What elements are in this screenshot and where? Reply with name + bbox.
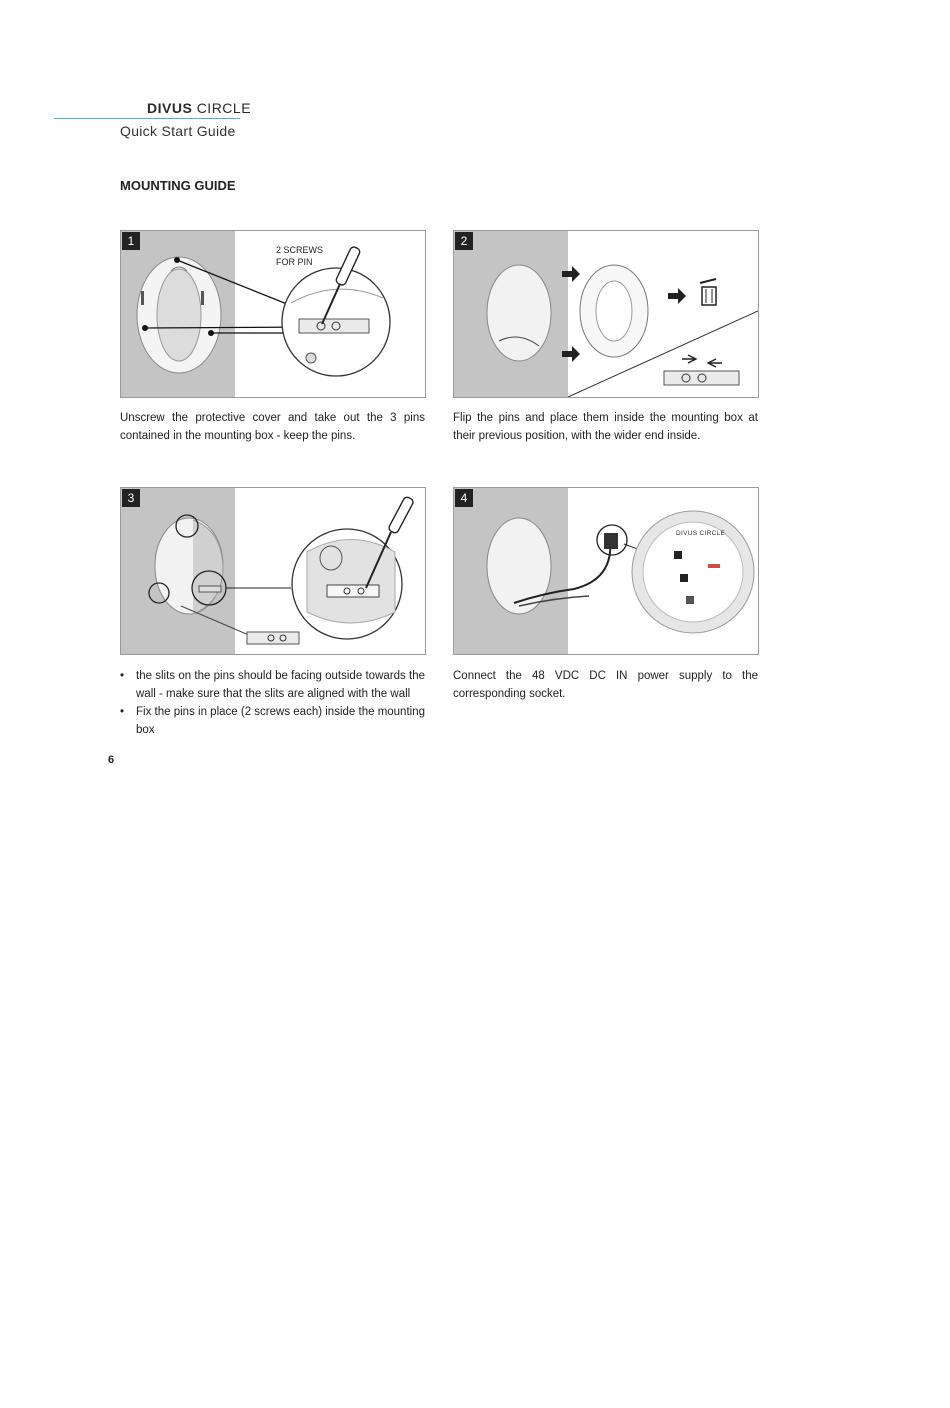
step-3-badge: 3 [122,489,140,507]
list-item: • the slits on the pins should be facing outside towards the wall - make sure that the slits are aligned with the wall [120,670,425,700]
step-1-illustration [120,230,426,398]
step-1-caption: Unscrew the protective cover and take out the 3 pins contained in the mounting box - keep the pins. [120,412,425,442]
document-subtitle: Quick Start Guide [120,123,236,139]
list-item: • Fix the pins in place (2 screws each) inside the mounting box [120,706,425,736]
step-4-drawing [454,488,758,654]
step-2-badge: 2 [455,232,473,250]
step-4-badge: 4 [455,489,473,507]
step-3-illustration [120,487,426,655]
device-logo: DIVUS CIRCLE [676,530,726,537]
callout-line-2: FOR PIN [276,257,313,267]
step-2-drawing [454,231,758,397]
brand-name-light: CIRCLE [196,100,252,116]
section-title: MOUNTING GUIDE [120,178,236,193]
list-item-text: the slits on the pins should be facing outside towards the wall - make sure that the slits are aligned with the wall [136,670,425,700]
step-2-caption: Flip the pins and place them inside the mounting box at their previous position, with the wider end inside. [453,412,758,442]
step-3-instructions [120,667,425,739]
step-2-illustration [453,230,759,398]
brand-name-bold: DIVUS [147,100,193,116]
brand-logo [147,100,251,116]
callout-line-1: 2 SCREWS [276,245,324,255]
step-1-badge: 1 [122,232,140,250]
step-4-caption: Connect the 48 VDC DC IN power supply to the corresponding socket. [453,670,758,700]
list-item-text: Fix the pins in place (2 screws each) inside the mounting box [136,706,425,736]
page-number: 6 [108,754,115,766]
step-4-illustration [453,487,759,655]
step-3-drawing [121,488,425,654]
step-1-drawing [121,231,425,397]
callout-screws [276,244,323,268]
header-accent-line [54,118,240,119]
